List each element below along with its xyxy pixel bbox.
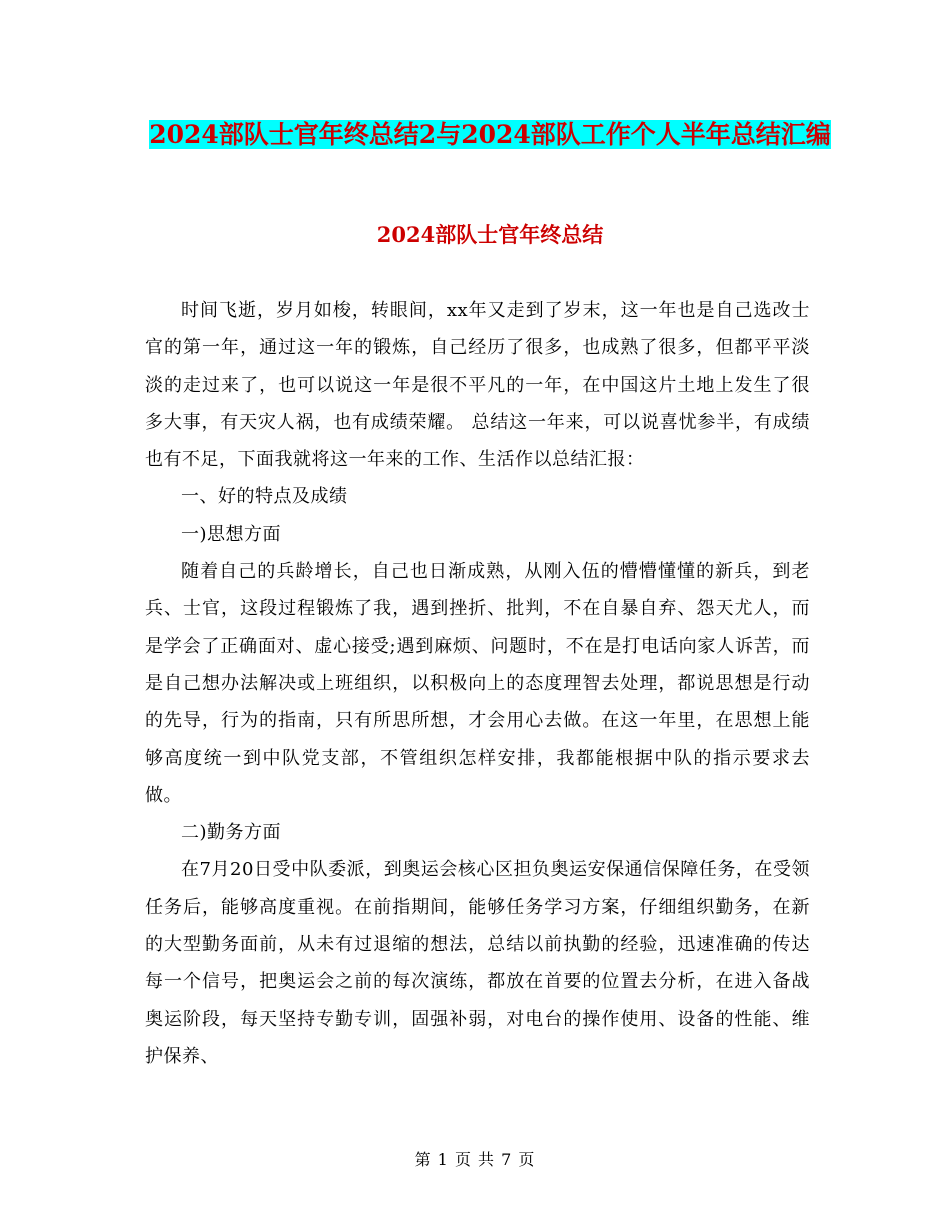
document-title: [140, 112, 840, 158]
section-title: 2024部队士官年终总结: [376, 222, 604, 247]
paragraph: 时间飞逝，岁月如梭，转眼间，xx年又走到了岁末，这一年也是自己选改士官的第一年，通过这一年的锻炼，自己经历了很多，也成熟了很多，但都平平淡淡的走过来了，也可以说这一年是很不平凡的一年，在中国这片土地上发生了很多大事，有天灾人祸，也有成绩荣耀。 总结这一年来，可以说喜忧参半，有成绩也有不足，下面我就将这一年来的工作、生活作以总结汇报：: [145, 300, 810, 471]
page-footer: 第 1 页 共 7 页: [414, 1150, 536, 1169]
document-title-text: 2024部队士官年终总结2与2024部队工作个人半年总结汇编: [149, 120, 831, 149]
paragraph: 一、好的特点及成绩: [181, 486, 348, 508]
paragraph: 随着自己的兵龄增长，自己也日渐成熟，从刚入伍的懵懵懂懂的新兵，到老兵、士官，这段过程锻炼了我，遇到挫折、批判，不在自暴自弃、怨天尤人，而是学会了正确面对、虚心接受;遇到麻烦、问题时，不在是打电话向家人诉苦，而是自己想办法解决或上班组织，以积极向上的态度理智去处理，都说思想是行动的先导，行为的指南，只有所思所想，才会用心去做。在这一年里，在思想上能够高度统一到中队党支部，不管组织怎样安排，我都能根据中队的指示要求去做。: [145, 561, 810, 806]
paragraph: 二)勤务方面: [181, 822, 282, 844]
paragraph: 在7月20日受中队委派，到奥运会核心区担负奥运安保通信保障任务，在受领任务后，能够高度重视。在前指期间，能够任务学习方案，仔细组织勤务，在新的大型勤务面前，从未有过退缩的想法，总结以前执勤的经验，迅速准确的传达每一个信号，把奥运会之前的每次演练，都放在首要的位置去分析，在进入备战奥运阶段，每天坚持专勤专训，固强补弱，对电台的操作使用、设备的性能、维护保养、: [145, 859, 810, 1067]
document-body: [145, 292, 810, 1075]
paragraph: 一)思想方面: [181, 523, 282, 545]
